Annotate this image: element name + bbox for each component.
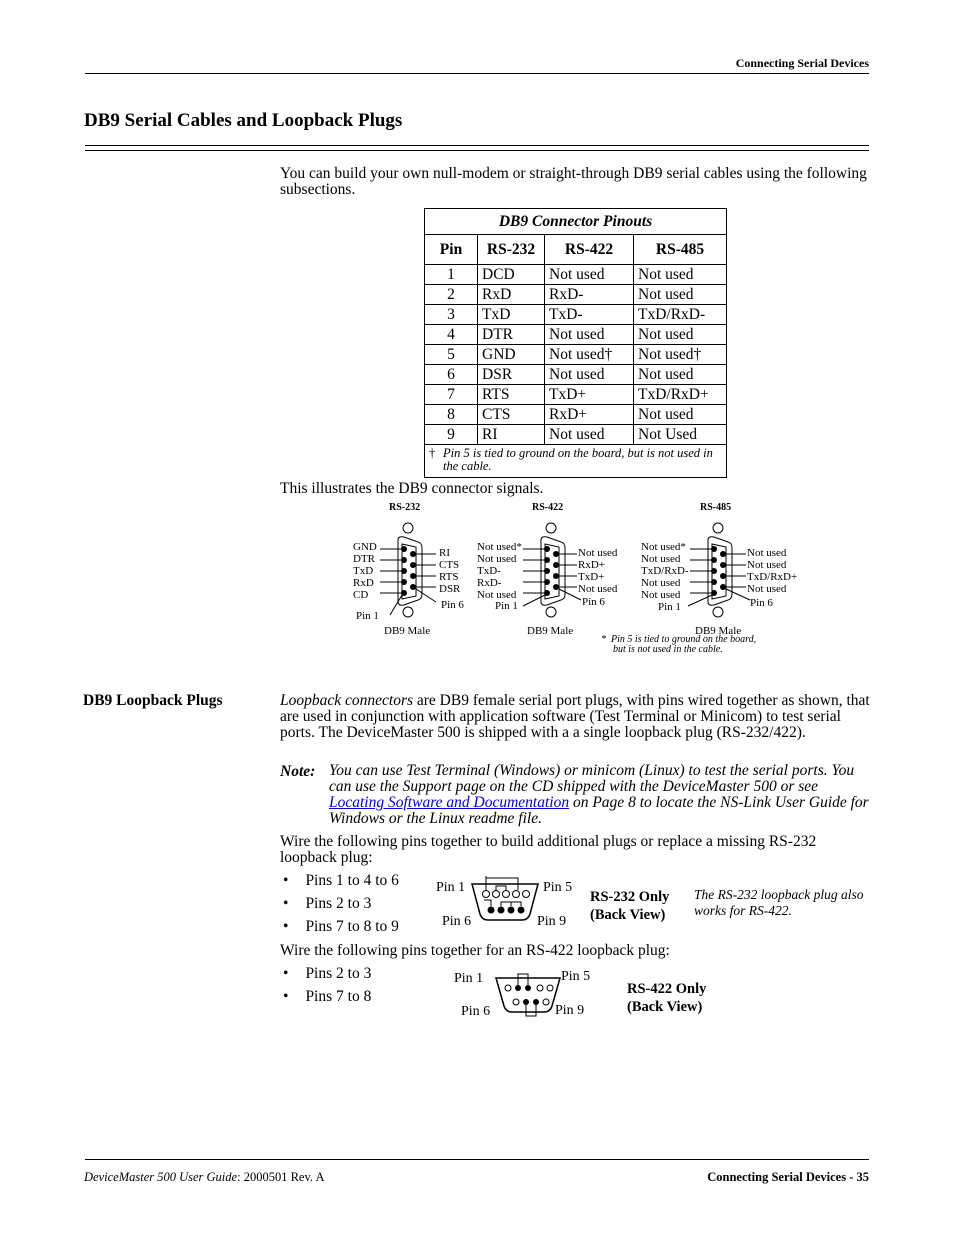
plug422-pin5: Pin 5 [561,969,591,984]
table-cell: TxD- [545,305,634,325]
rs422-loopback-plug-drawing [494,970,564,1018]
footer-doc-title: DeviceMaster 500 User Guide: 2000501 Rev. A [84,1170,325,1184]
rs422-pin6: Pin 6 [582,596,605,608]
table-cell: 7 [425,385,478,405]
rs232-title: RS-232 [389,502,421,513]
wire422-intro: Wire the following pins together for an RS-422 loopback plug: [280,942,670,959]
table-cell: RxD- [545,285,634,305]
footer-page: Connecting Serial Devices - 35 [707,1170,869,1184]
plug232-pin5: Pin 5 [543,880,573,895]
table-cell: Not Used [634,425,727,445]
table-row [425,425,727,445]
col-header: Pin [425,235,478,265]
table-row [425,265,727,285]
table-row [425,405,727,425]
rs232-pin1: Pin 1 [356,610,379,622]
db9-male-rs485-drawing [694,518,744,628]
illustrate-text: This illustrates the DB9 connector signals. [280,480,544,497]
table-cell: DCD [478,265,545,285]
table-cell: Not used [545,365,634,385]
table-cell: TxD/RxD- [634,305,727,325]
table-cell: 8 [425,405,478,425]
pinout-table [424,208,727,478]
table-cell: TxD+ [545,385,634,405]
note-text: You can use Test Terminal (Windows) or minicom (Linux) to test the serial ports. You can use the Support page on the CD shipped with the DeviceMaster 500 or see Locating Software and Documentation on Page 8 to locate the NS-Link User Guide for Windows or the Linux readme file. [329,762,869,827]
table-cell: Not used [545,325,634,345]
rs422-left-labels: Not used* Not used TxD- RxD- Not used [477,541,522,601]
table-cell: 6 [425,365,478,385]
rs422-pin1: Pin 1 [495,600,518,612]
section-title: DB9 Serial Cables and Loopback Plugs [84,110,403,131]
rs485-pin6: Pin 6 [750,597,773,609]
table-row [425,345,727,365]
table-cell: 2 [425,285,478,305]
col-header: RS-422 [545,235,634,265]
db9-male-rs232-drawing [380,518,430,628]
table-cell: 3 [425,305,478,325]
table-cell: Not used† [545,345,634,365]
title-rule-bottom [85,150,869,151]
table-cell: Not used† [634,345,727,365]
wire232-intro: Wire the following pins together to build additional plugs or replace a missing RS-232 loopback plug: [280,833,817,866]
title-rule-top [85,145,869,146]
plug422-label: RS-422 Only (Back View) [627,981,707,1015]
rs422-title: RS-422 [532,502,564,513]
rs485-caption: DB9 Male [695,625,742,637]
table-cell: TxD/RxD+ [634,385,727,405]
bullet-list-232 [283,872,399,941]
rs232-caption: DB9 Male [384,625,431,637]
table-cell: 9 [425,425,478,445]
table-cell: CTS [478,405,545,425]
table-cell: RxD [478,285,545,305]
running-header: Connecting Serial Devices [735,56,869,70]
table-cell: RxD+ [545,405,634,425]
plug232-pin6: Pin 6 [442,914,472,929]
table-row [425,305,727,325]
table-row [425,385,727,405]
rs232-loopback-plug-drawing [470,876,540,924]
list-item: • Pins 1 to 4 to 6 [283,872,399,889]
list-item: • Pins 2 to 3 [283,895,372,912]
table-row [425,325,727,345]
rs485-title: RS-485 [700,502,732,513]
table-cell: Not used [545,265,634,285]
table-cell: 1 [425,265,478,285]
plug422-pin9: Pin 9 [555,1003,585,1018]
loopback-paragraph: Loopback connectors are DB9 female serial port plugs, with pins wired together as shown, that are used in conjunction with application software (Test Terminal or Minicom) to test serial ports. The DeviceMaster 500 is shipped with a a single loopback plug (RS-232/422). [280,692,870,741]
rs232-pin6: Pin 6 [441,599,464,611]
table-caption: DB9 Connector Pinouts [425,209,727,235]
table-cell: Not used [634,405,727,425]
rs485-pin1: Pin 1 [658,601,681,613]
list-item: • Pins 2 to 3 [283,965,372,982]
rs232-left-labels: GND DTR TxD RxD CD [353,541,377,601]
table-cell: GND [478,345,545,365]
db9-male-rs422-drawing [527,518,577,628]
table-cell: RTS [478,385,545,405]
table-footnote: † Pin 5 is tied to ground on the board, but is not used in the cable. [425,445,727,478]
rs232-right-labels: RI CTS RTS DSR [439,547,461,595]
plug232-pin9: Pin 9 [537,914,567,929]
connector-note: * Pin 5 is tied to ground on the board, but is not used in the cable. [601,634,757,655]
plug422-pin6: Pin 6 [461,1004,491,1019]
bullet-list-422 [283,965,371,1011]
rs485-right-labels: Not used Not used TxD/RxD+ Not used [747,547,798,595]
table-row [425,365,727,385]
list-item: • Pins 7 to 8 [283,988,372,1005]
note-label: Note: [280,763,316,780]
table-cell: RI [478,425,545,445]
plug232-label: RS-232 Only (Back View) [590,889,670,923]
table-cell: 4 [425,325,478,345]
table-cell: TxD [478,305,545,325]
col-header: RS-485 [634,235,727,265]
locating-software-link[interactable]: Locating Software and Documentation [329,794,570,811]
intro-paragraph: You can build your own null-modem or straight-through DB9 serial cables using the following subsections. [280,165,867,198]
rs422-caption: DB9 Male [527,625,574,637]
plug232-pin1: Pin 1 [436,880,466,895]
loopback-side-heading: DB9 Loopback Plugs [83,692,223,709]
table-cell: Not used [634,265,727,285]
table-cell: DSR [478,365,545,385]
rs422-right-labels: Not used RxD+ TxD+ Not used [578,547,618,595]
rs485-left-labels: Not used* Not used TxD/RxD- Not used Not used [641,541,689,601]
table-cell: Not used [634,285,727,305]
plug422-pin1: Pin 1 [454,971,484,986]
table-cell: Not used [634,325,727,345]
table-cell: Not used [634,365,727,385]
table-cell: DTR [478,325,545,345]
table-cell: Not used [545,425,634,445]
footer-rule [85,1159,869,1160]
table-row [425,285,727,305]
header-rule [85,73,869,74]
plug232-note: The RS-232 loopback plug also works for RS-422. [694,887,864,918]
col-header: RS-232 [478,235,545,265]
list-item: • Pins 7 to 8 to 9 [283,918,399,935]
table-cell: 5 [425,345,478,365]
